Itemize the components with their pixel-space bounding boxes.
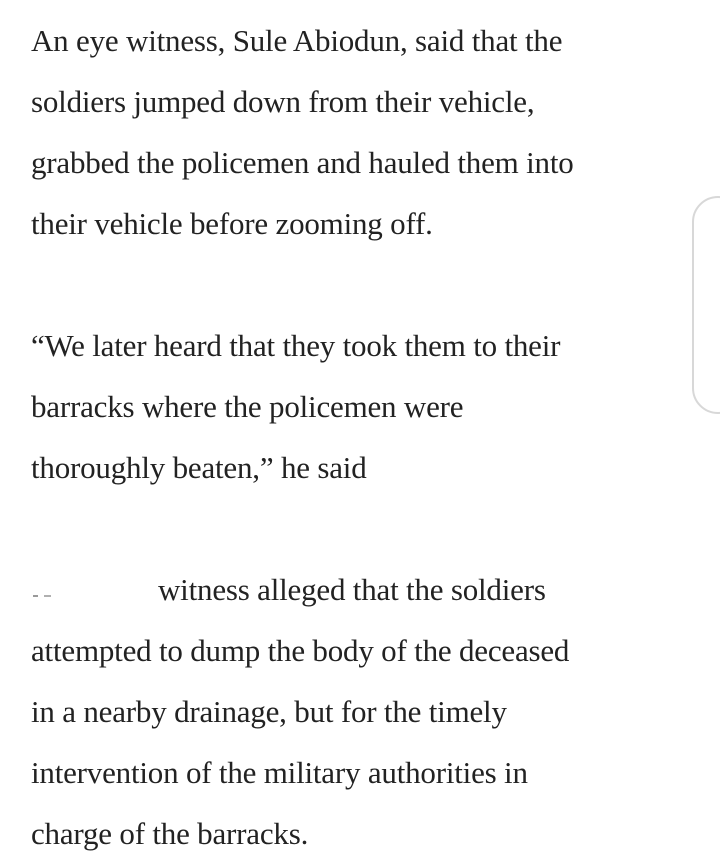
paragraph-line: soldiers jumped down from their vehicle,	[31, 84, 535, 119]
paragraph-line: intervention of the military authorities in	[31, 755, 528, 790]
paragraph-line: “We later heard that they took them to their	[31, 328, 561, 363]
paragraph-line: An eye witness, Sule Abiodun, said that the	[31, 23, 563, 58]
paragraph-line: their vehicle before zooming off.	[31, 206, 433, 241]
paragraph-line-text: witness alleged that the soldiers	[158, 572, 546, 607]
paragraph-line: barracks where the policemen were	[31, 389, 464, 424]
paragraph-3	[31, 559, 691, 864]
paragraph-line: thoroughly beaten,” he said	[31, 450, 367, 485]
paragraph-line: in a nearby drainage, but for the timely	[31, 694, 507, 729]
paragraph-line: grabbed the policemen and hauled them into	[31, 145, 574, 180]
paragraph-1	[31, 10, 691, 254]
paragraph-line: attempted to dump the body of the deceased	[31, 633, 570, 668]
article-body	[31, 10, 691, 864]
edge-panel-handle[interactable]	[692, 196, 720, 414]
paragraph-line: charge of the barracks.	[31, 816, 309, 851]
cropped-text-artifact	[33, 595, 51, 597]
paragraph-line-partial	[31, 559, 691, 620]
paragraph-2	[31, 315, 691, 498]
